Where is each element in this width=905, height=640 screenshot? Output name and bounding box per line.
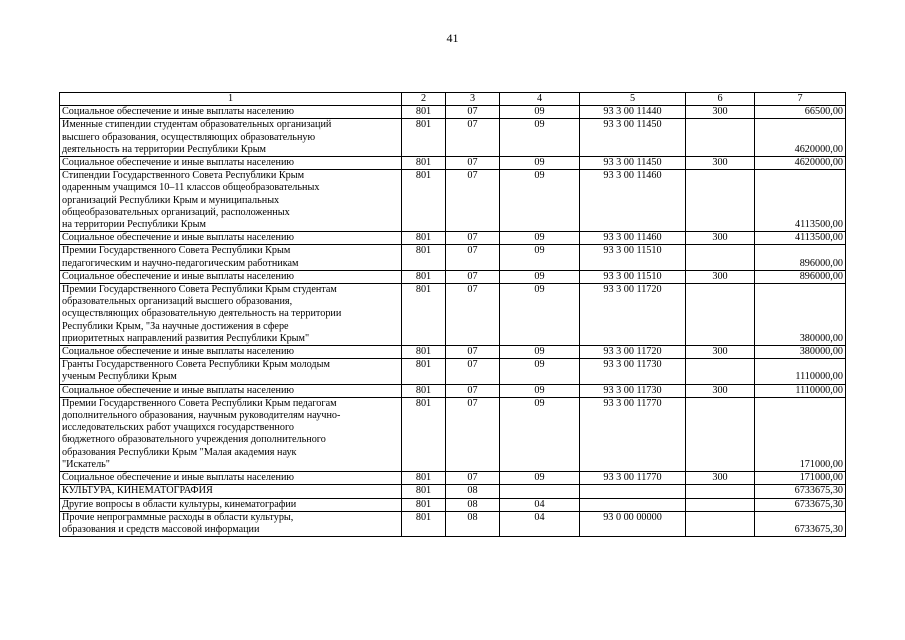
subsection-code: 04 xyxy=(500,498,580,511)
description-line: осуществляющих образовательную деятельность на территории xyxy=(62,308,342,320)
target-article-code: 93 3 00 11720 xyxy=(580,346,686,359)
subsection-code: 09 xyxy=(500,284,580,346)
ministry-code: 801 xyxy=(402,170,446,232)
description-line: Социальное обеспечение и иные выплаты населению xyxy=(62,384,295,396)
expense-type-code: 300 xyxy=(686,157,755,170)
description-line: высшего образования, осуществляющих образовательную xyxy=(62,131,316,143)
description-line: Социальное обеспечение и иные выплаты населению xyxy=(62,472,295,484)
subsection-code: 09 xyxy=(500,397,580,471)
amount: 6733675,30 xyxy=(755,511,846,536)
ministry-code: 801 xyxy=(402,397,446,471)
amount: 6733675,30 xyxy=(755,498,846,511)
expense-type-code xyxy=(686,511,755,536)
row-description xyxy=(60,170,402,232)
table-row xyxy=(60,170,846,232)
row-description xyxy=(60,359,402,384)
subsection-code: 09 xyxy=(500,232,580,245)
description-line: Республики Крым, "За научные достижения в сфере xyxy=(62,320,289,332)
expense-type-code: 300 xyxy=(686,232,755,245)
column-header: 7 xyxy=(755,93,846,106)
row-description xyxy=(60,232,402,245)
subsection-code: 09 xyxy=(500,346,580,359)
expense-type-code xyxy=(686,359,755,384)
table-row xyxy=(60,157,846,170)
subsection-code: 04 xyxy=(500,511,580,536)
table-row xyxy=(60,472,846,485)
description-line: деятельность на территории Республики Крым xyxy=(62,143,266,155)
expense-type-code xyxy=(686,119,755,157)
ministry-code: 801 xyxy=(402,359,446,384)
section-code: 07 xyxy=(446,157,500,170)
target-article-code: 93 3 00 11730 xyxy=(580,384,686,397)
description-line: Другие вопросы в области культуры, кинематографии xyxy=(62,498,297,510)
column-header: 6 xyxy=(686,93,755,106)
description-line: Социальное обеспечение и иные выплаты населению xyxy=(62,232,295,244)
description-line: приоритетных направлений развития Республики Крым" xyxy=(62,332,310,344)
ministry-code: 801 xyxy=(402,284,446,346)
description-line: на территории Республики Крым xyxy=(62,219,206,231)
amount: 4113500,00 xyxy=(755,232,846,245)
subsection-code: 09 xyxy=(500,245,580,270)
description-line: образовательных организаций высшего образования, xyxy=(62,296,293,308)
expense-type-code xyxy=(686,284,755,346)
target-article-code: 93 3 00 11730 xyxy=(580,359,686,384)
description-line: образования Республики Крым "Малая академия наук xyxy=(62,446,297,458)
row-description xyxy=(60,119,402,157)
expense-type-code xyxy=(686,397,755,471)
table-row xyxy=(60,270,846,283)
column-header: 2 xyxy=(402,93,446,106)
description-line: Премии Государственного Совета Республики Крым педагогам xyxy=(62,397,337,409)
section-code: 08 xyxy=(446,485,500,498)
ministry-code: 801 xyxy=(402,245,446,270)
target-article-code: 93 3 00 11450 xyxy=(580,157,686,170)
row-description xyxy=(60,485,402,498)
table-row xyxy=(60,232,846,245)
target-article-code: 93 3 00 11460 xyxy=(580,170,686,232)
description-line: Прочие непрограммные расходы в области культуры, xyxy=(62,511,294,523)
ministry-code: 801 xyxy=(402,119,446,157)
ministry-code: 801 xyxy=(402,384,446,397)
amount: 1110000,00 xyxy=(755,359,846,384)
section-code: 07 xyxy=(446,232,500,245)
page-number: 41 xyxy=(446,31,459,45)
ministry-code: 801 xyxy=(402,511,446,536)
description-line: Гранты Государственного Совета Республики Крым молодым xyxy=(62,359,330,371)
row-description xyxy=(60,397,402,471)
description-line: Премии Государственного Совета Республики Крым студентам xyxy=(62,284,337,296)
row-description xyxy=(60,498,402,511)
description-line: Именные стипендии студентам образовательных организаций xyxy=(62,119,332,131)
subsection-code: 09 xyxy=(500,157,580,170)
row-description xyxy=(60,106,402,119)
description-line: бюджетного образовательного учреждения дополнительного xyxy=(62,434,326,446)
budget-table xyxy=(59,92,846,537)
description-line: организаций Республики Крым и муниципальных xyxy=(62,194,280,206)
description-line: педагогическим и научно-педагогическим работникам xyxy=(62,257,299,269)
row-description xyxy=(60,384,402,397)
amount: 896000,00 xyxy=(755,245,846,270)
amount: 66500,00 xyxy=(755,106,846,119)
expense-type-code: 300 xyxy=(686,270,755,283)
expense-type-code xyxy=(686,170,755,232)
description-line: "Искатель" xyxy=(62,458,110,470)
row-description xyxy=(60,270,402,283)
section-code: 07 xyxy=(446,245,500,270)
column-header: 5 xyxy=(580,93,686,106)
section-code: 07 xyxy=(446,119,500,157)
subsection-code: 09 xyxy=(500,384,580,397)
amount: 380000,00 xyxy=(755,284,846,346)
expense-type-code: 300 xyxy=(686,346,755,359)
description-line: Социальное обеспечение и иные выплаты населению xyxy=(62,270,295,282)
table-row xyxy=(60,106,846,119)
description-line: общеобразовательных организаций, расположенных xyxy=(62,206,290,218)
description-line: КУЛЬТУРА, КИНЕМАТОГРАФИЯ xyxy=(62,485,213,497)
table-row xyxy=(60,119,846,157)
section-code: 07 xyxy=(446,284,500,346)
amount: 171000,00 xyxy=(755,397,846,471)
section-code: 07 xyxy=(446,346,500,359)
section-code: 08 xyxy=(446,498,500,511)
expense-type-code: 300 xyxy=(686,106,755,119)
expense-type-code: 300 xyxy=(686,472,755,485)
amount: 4620000,00 xyxy=(755,157,846,170)
target-article-code: 93 3 00 11440 xyxy=(580,106,686,119)
row-description xyxy=(60,157,402,170)
description-line: Социальное обеспечение и иные выплаты населению xyxy=(62,346,295,358)
table-row xyxy=(60,346,846,359)
column-header: 4 xyxy=(500,93,580,106)
subsection-code: 09 xyxy=(500,106,580,119)
subsection-code xyxy=(500,485,580,498)
section-code: 07 xyxy=(446,397,500,471)
description-line: одаренным учащимся 10–11 классов общеобразовательных xyxy=(62,182,320,194)
row-description xyxy=(60,284,402,346)
ministry-code: 801 xyxy=(402,157,446,170)
column-header: 3 xyxy=(446,93,500,106)
ministry-code: 801 xyxy=(402,498,446,511)
row-description xyxy=(60,245,402,270)
amount: 380000,00 xyxy=(755,346,846,359)
target-article-code: 93 3 00 11460 xyxy=(580,232,686,245)
section-code: 07 xyxy=(446,106,500,119)
table-row xyxy=(60,397,846,471)
description-line: ученым Республики Крым xyxy=(62,371,177,383)
table-row xyxy=(60,245,846,270)
table-row xyxy=(60,498,846,511)
amount: 171000,00 xyxy=(755,472,846,485)
row-description xyxy=(60,511,402,536)
target-article-code: 93 3 00 11510 xyxy=(580,245,686,270)
section-code: 07 xyxy=(446,270,500,283)
target-article-code: 93 3 00 11720 xyxy=(580,284,686,346)
ministry-code: 801 xyxy=(402,485,446,498)
target-article-code xyxy=(580,498,686,511)
description-line: образования и средств массовой информации xyxy=(62,523,260,535)
expense-type-code xyxy=(686,498,755,511)
subsection-code: 09 xyxy=(500,359,580,384)
table-row xyxy=(60,485,846,498)
expense-type-code xyxy=(686,245,755,270)
row-description xyxy=(60,346,402,359)
expense-type-code xyxy=(686,485,755,498)
table-row xyxy=(60,359,846,384)
section-code: 08 xyxy=(446,511,500,536)
table-row xyxy=(60,511,846,536)
description-line: Премии Государственного Совета Республики Крым xyxy=(62,245,291,257)
target-article-code: 93 3 00 11510 xyxy=(580,270,686,283)
section-code: 07 xyxy=(446,170,500,232)
subsection-code: 09 xyxy=(500,119,580,157)
subsection-code: 09 xyxy=(500,472,580,485)
ministry-code: 801 xyxy=(402,472,446,485)
description-line: Стипендии Государственного Совета Республики Крым xyxy=(62,170,305,182)
target-article-code xyxy=(580,485,686,498)
section-code: 07 xyxy=(446,472,500,485)
description-line: Социальное обеспечение и иные выплаты населению xyxy=(62,157,295,169)
amount: 4620000,00 xyxy=(755,119,846,157)
target-article-code: 93 3 00 11770 xyxy=(580,397,686,471)
table-row xyxy=(60,384,846,397)
target-article-code: 93 3 00 11770 xyxy=(580,472,686,485)
subsection-code: 09 xyxy=(500,170,580,232)
description-line: дополнительного образования, научным руководителям научно- xyxy=(62,410,341,422)
table-body xyxy=(60,93,846,537)
ministry-code: 801 xyxy=(402,106,446,119)
ministry-code: 801 xyxy=(402,346,446,359)
section-code: 07 xyxy=(446,384,500,397)
table-header-row xyxy=(60,93,846,106)
description-line: исследовательских работ учащихся государственного xyxy=(62,422,294,434)
expense-type-code: 300 xyxy=(686,384,755,397)
section-code: 07 xyxy=(446,359,500,384)
table-row xyxy=(60,284,846,346)
amount: 896000,00 xyxy=(755,270,846,283)
row-description xyxy=(60,472,402,485)
amount: 1110000,00 xyxy=(755,384,846,397)
amount: 6733675,30 xyxy=(755,485,846,498)
target-article-code: 93 0 00 00000 xyxy=(580,511,686,536)
amount: 4113500,00 xyxy=(755,170,846,232)
target-article-code: 93 3 00 11450 xyxy=(580,119,686,157)
column-header: 1 xyxy=(60,93,402,106)
ministry-code: 801 xyxy=(402,232,446,245)
ministry-code: 801 xyxy=(402,270,446,283)
subsection-code: 09 xyxy=(500,270,580,283)
description-line: Социальное обеспечение и иные выплаты населению xyxy=(62,106,295,118)
